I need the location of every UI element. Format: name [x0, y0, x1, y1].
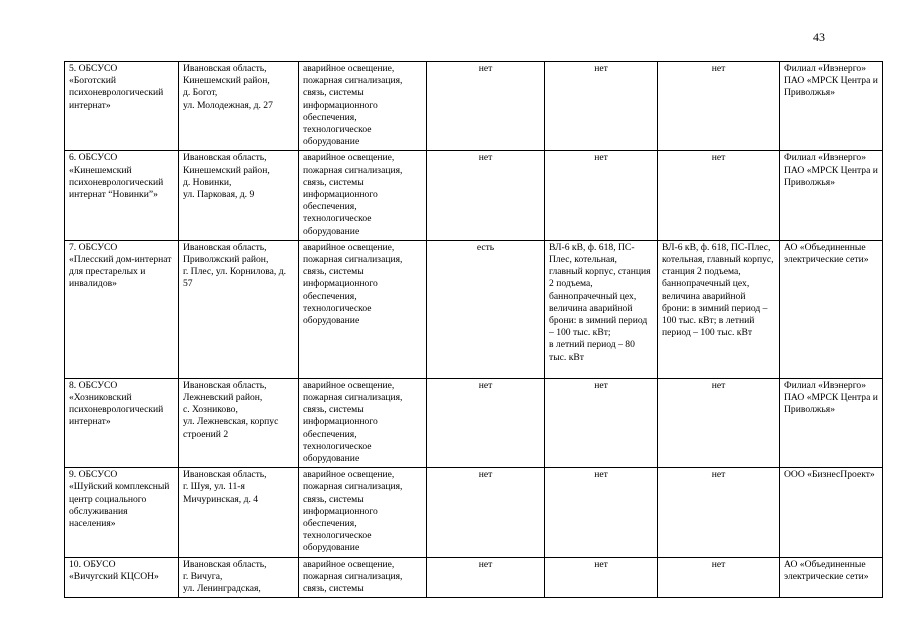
consumers-cell: аварийное освещение, пожарная сигнализация, связь, системы информационного обеспечения, технологическое оборудование — [299, 468, 427, 557]
reserve-details-2-cell: нет — [658, 151, 780, 240]
facility-name-cell: 9. ОБСУСО «Шуйский комплексный центр социального обслуживания населения» — [65, 468, 179, 557]
address-cell: Ивановская область, Лежневский район, с. Хозниково, ул. Лежневская, корпус строений 2 — [179, 378, 299, 467]
table-row — [65, 62, 883, 151]
reserve-details-2-cell: ВЛ-6 кВ, ф. 618, ПС-Плес, котельная, главный корпус, станция 2 подъема, баннопрачечный цех, величина аварийной брони: в зимний период – 100 тыс. кВт; в летний период – 100 тыс. кВт — [658, 240, 780, 378]
consumers-cell: аварийное освещение, пожарная сигнализация, связь, системы информационного обеспечения, технологическое оборудование — [299, 240, 427, 378]
page-number: 43 — [813, 30, 825, 44]
supplier-cell: АО «Объединенные электрические сети» — [780, 240, 883, 378]
table-row — [65, 468, 883, 557]
facility-name-cell: 7. ОБСУСО «Плесский дом-интернат для престарелых и инвалидов» — [65, 240, 179, 378]
facility-name-cell: 6. ОБСУСО «Кинешемский психоневрологический интернат “Новинки”» — [65, 151, 179, 240]
table-row — [65, 557, 883, 598]
consumers-cell: аварийное освещение, пожарная сигнализация, связь, системы — [299, 557, 427, 598]
reserve-details-cell: нет — [545, 62, 658, 151]
supplier-cell: Филиал «Ивэнерго» ПАО «МРСК Центра и Приволжья» — [780, 378, 883, 467]
backup-availability-cell: нет — [427, 62, 545, 151]
table-row — [65, 378, 883, 467]
address-cell: Ивановская область, Приволжский район, г. Плес, ул. Корнилова, д. 57 — [179, 240, 299, 378]
reserve-details-2-cell: нет — [658, 62, 780, 151]
reserve-details-cell: нет — [545, 557, 658, 598]
consumers-cell: аварийное освещение, пожарная сигнализация, связь, системы информационного обеспечения, технологическое оборудование — [299, 62, 427, 151]
facility-name-cell: 5. ОБСУСО «Боготский психоневрологический интернат» — [65, 62, 179, 151]
address-cell: Ивановская область, Кинешемский район, д. Богот, ул. Молодежная, д. 27 — [179, 62, 299, 151]
consumers-cell: аварийное освещение, пожарная сигнализация, связь, системы информационного обеспечения, технологическое оборудование — [299, 151, 427, 240]
reserve-details-cell: ВЛ-6 кВ, ф. 618, ПС-Плес, котельная, главный корпус, станция 2 подъема, баннопрачечный цех, величина аварийной брони: в зимний период – 100 тыс. кВт; в летний период – 80 тыс. кВт — [545, 240, 658, 378]
backup-availability-cell: нет — [427, 557, 545, 598]
supplier-cell: Филиал «Ивэнерго» ПАО «МРСК Центра и Приволжья» — [780, 151, 883, 240]
supplier-cell: ООО «БизнесПроект» — [780, 468, 883, 557]
backup-availability-cell: нет — [427, 378, 545, 467]
reserve-details-2-cell: нет — [658, 468, 780, 557]
address-cell: Ивановская область, г. Вичуга, ул. Ленинградская, — [179, 557, 299, 598]
facility-name-cell: 10. ОБУСО «Вичугский КЦСОН» — [65, 557, 179, 598]
supplier-cell: Филиал «Ивэнерго» ПАО «МРСК Центра и Приволжья» — [780, 62, 883, 151]
address-cell: Ивановская область, Кинешемский район, д. Новинки, ул. Парковая, д. 9 — [179, 151, 299, 240]
reserve-details-2-cell: нет — [658, 557, 780, 598]
facilities-table — [64, 61, 883, 598]
backup-availability-cell: нет — [427, 468, 545, 557]
table-row — [65, 240, 883, 378]
reserve-details-2-cell: нет — [658, 378, 780, 467]
backup-availability-cell: нет — [427, 151, 545, 240]
supplier-cell: АО «Объединенные электрические сети» — [780, 557, 883, 598]
reserve-details-cell: нет — [545, 468, 658, 557]
facility-name-cell: 8. ОБСУСО «Хозниковский психоневрологический интернат» — [65, 378, 179, 467]
reserve-details-cell: нет — [545, 151, 658, 240]
backup-availability-cell: есть — [427, 240, 545, 378]
reserve-details-cell: нет — [545, 378, 658, 467]
table-row — [65, 151, 883, 240]
consumers-cell: аварийное освещение, пожарная сигнализация, связь, системы информационного обеспечения, технологическое оборудование — [299, 378, 427, 467]
address-cell: Ивановская область, г. Шуя, ул. 11-я Мичуринская, д. 4 — [179, 468, 299, 557]
